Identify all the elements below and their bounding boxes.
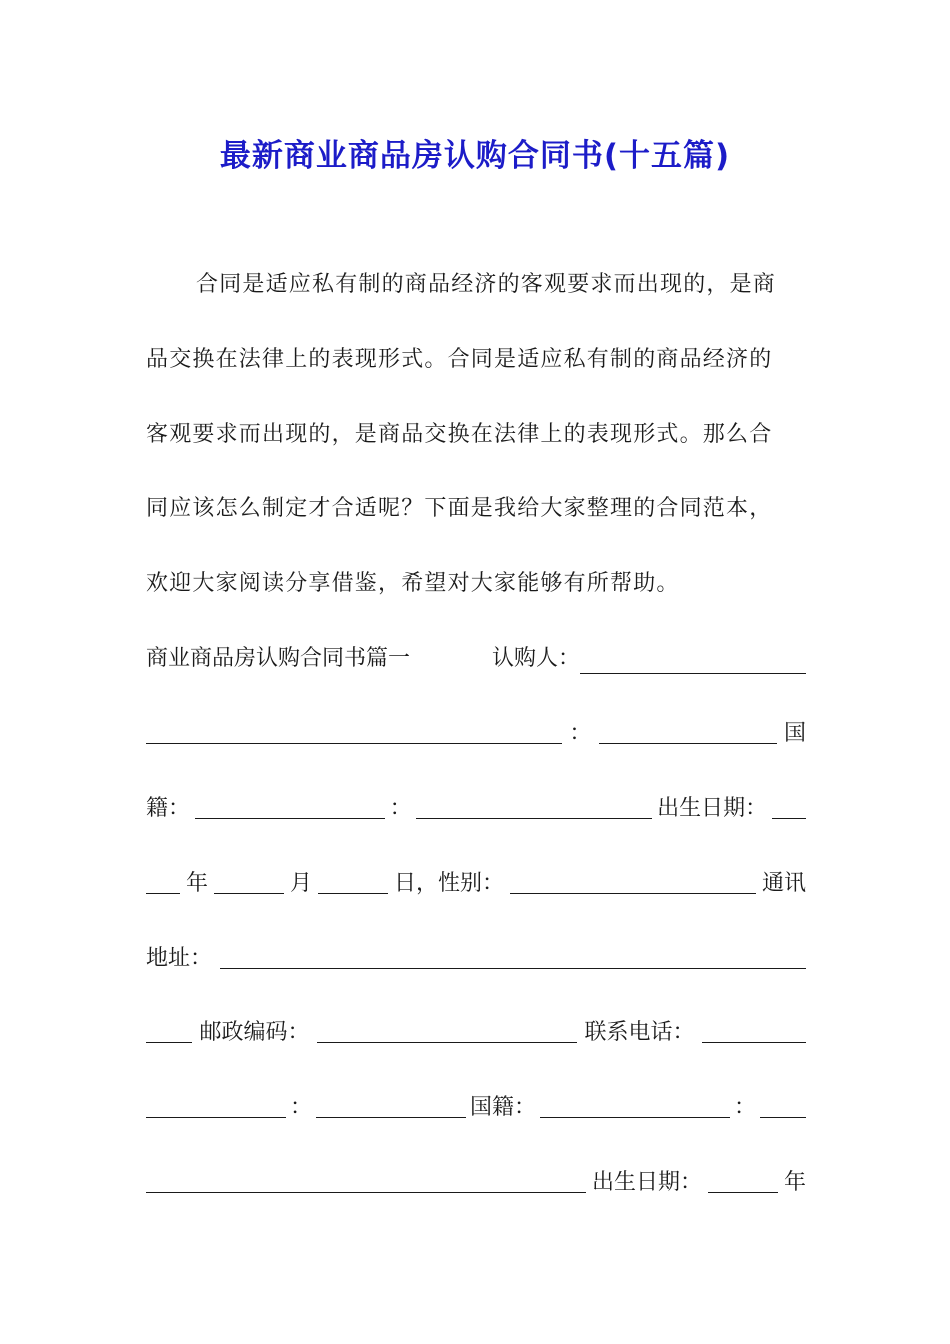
- address-field-continued[interactable]: [146, 1018, 192, 1043]
- colon-1: ：: [569, 721, 592, 746]
- gender-field[interactable]: [510, 869, 756, 894]
- intro-line-5: 欢迎大家阅读分享借鉴，希望对大家能够有所帮助。: [146, 571, 680, 596]
- nationality2-extra-field[interactable]: [146, 1168, 586, 1193]
- nationality-label-part2: 籍：: [146, 796, 191, 821]
- buyer-id-field[interactable]: [599, 719, 777, 744]
- form-line-2: [146, 719, 806, 749]
- birth-date-label: 出生日期：: [657, 796, 768, 821]
- nationality2-extra-field-start[interactable]: [760, 1093, 806, 1118]
- intro-line-2: 品交换在法律上的表现形式。合同是适应私有制的商品经济的: [146, 347, 773, 372]
- section-heading: 商业商品房认购合同书篇一: [146, 646, 411, 671]
- nationality-label-part1: 国: [783, 721, 806, 746]
- birth-year-field-start[interactable]: [772, 794, 806, 819]
- intro-line-4: 同应该怎么制定才合适呢？下面是我给大家整理的合同范本，: [146, 496, 773, 521]
- postcode-label: 邮政编码：: [199, 1020, 310, 1045]
- colon-4: ：: [289, 1095, 312, 1120]
- intro-line-1: [146, 270, 806, 300]
- buyer-extra-field[interactable]: [146, 719, 562, 744]
- address-label-part2: 地址：: [146, 946, 213, 971]
- colon-2: ：: [389, 796, 412, 821]
- address-field[interactable]: [220, 944, 806, 969]
- phone-field[interactable]: [146, 1093, 286, 1118]
- form-line-7: [146, 1093, 806, 1123]
- form-line-5: [146, 944, 806, 974]
- colon-5: ：: [733, 1095, 756, 1120]
- nationality2-field[interactable]: [540, 1093, 730, 1118]
- second-party-field[interactable]: [316, 1093, 466, 1118]
- form-line-3: [146, 794, 806, 824]
- form-line-4: [146, 869, 806, 899]
- birth-date2-label: 出生日期：: [591, 1170, 702, 1195]
- intro-line-1-text: 合同是适应私有制的商品经济的客观要求而出现的，是商: [196, 272, 777, 297]
- document-title: 最新商业商品房认购合同书(十五篇): [219, 138, 731, 174]
- birth-day-field[interactable]: [318, 869, 388, 894]
- day-gender-label: 日，性别：: [393, 871, 504, 896]
- phone-field-start[interactable]: [702, 1018, 806, 1043]
- form-line-6: [146, 1018, 806, 1048]
- birth-month-field[interactable]: [214, 869, 284, 894]
- address-label-part1: 通讯: [761, 871, 806, 896]
- year-label: 年: [185, 871, 208, 896]
- nationality-extra-field[interactable]: [416, 794, 652, 819]
- nationality2-label: 国籍：: [469, 1095, 536, 1120]
- birth-year-field[interactable]: [146, 869, 180, 894]
- form-line-8: [146, 1168, 806, 1198]
- form-line-1: [146, 644, 806, 674]
- year2-label: 年: [783, 1170, 806, 1195]
- birth-year2-field[interactable]: [708, 1168, 778, 1193]
- buyer-label: 认购人：: [491, 646, 580, 671]
- month-label: 月: [289, 871, 312, 896]
- buyer-name-field[interactable]: [580, 649, 806, 674]
- phone-label: 联系电话：: [584, 1020, 695, 1045]
- postcode-field[interactable]: [317, 1018, 577, 1043]
- nationality-field[interactable]: [195, 794, 385, 819]
- intro-line-3: 客观要求而出现的，是商品交换在法律上的表现形式。那么合: [146, 422, 773, 447]
